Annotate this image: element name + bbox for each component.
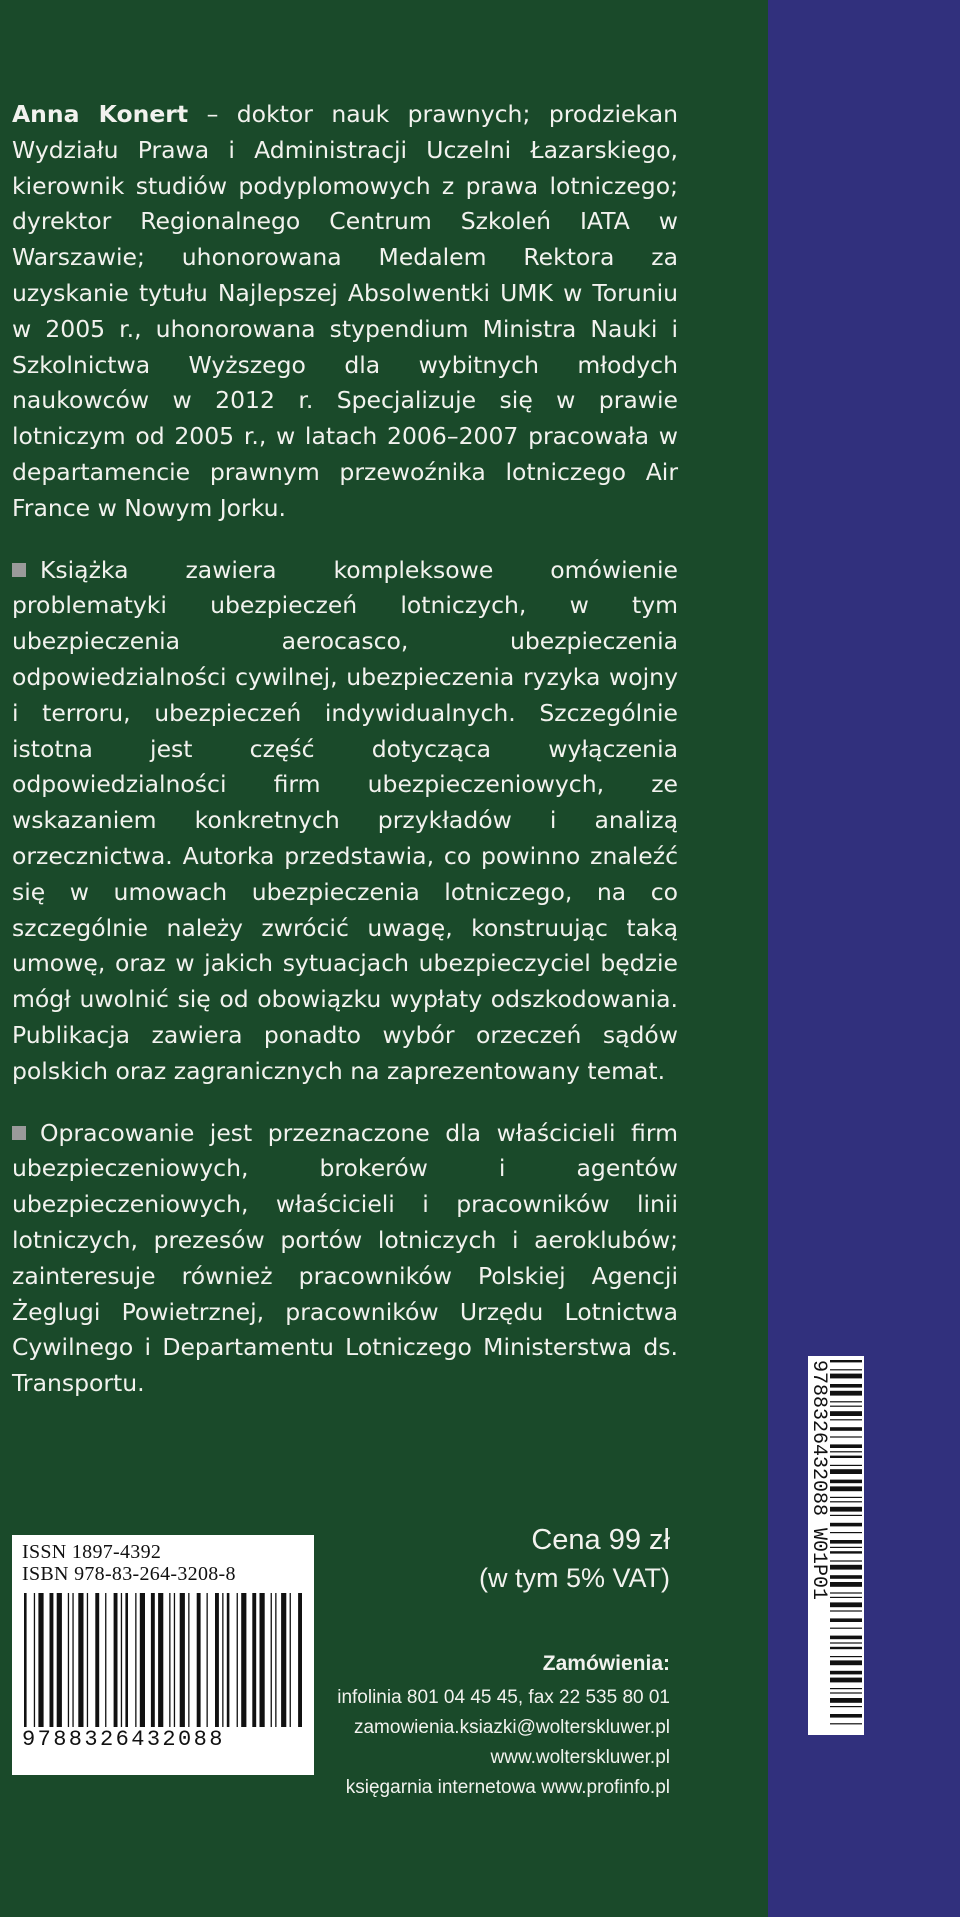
vertical-barcode <box>808 1356 864 1735</box>
vertical-barcode-bar <box>830 1656 862 1657</box>
vertical-barcode-bar <box>830 1618 862 1622</box>
barcode-bar <box>290 1593 291 1727</box>
barcode-bar <box>215 1593 219 1727</box>
barcode-bar <box>121 1593 122 1727</box>
vertical-barcode-bar <box>830 1610 862 1611</box>
barcode-bar <box>140 1593 145 1727</box>
square-bullet-icon <box>12 563 26 577</box>
barcode-bar <box>135 1593 136 1727</box>
square-bullet-icon <box>12 1126 26 1140</box>
vertical-barcode-bar <box>830 1560 862 1561</box>
vertical-barcode-bar <box>830 1688 862 1689</box>
barcode-bar <box>34 1593 35 1727</box>
barcode-bar <box>281 1593 286 1727</box>
barcode-bar <box>197 1593 201 1727</box>
barcode-bar <box>95 1593 99 1727</box>
barcode-bar <box>151 1593 155 1727</box>
orders-info <box>337 1645 670 1803</box>
vertical-barcode-bar <box>830 1692 862 1693</box>
vertical-barcode-bar <box>830 1551 862 1553</box>
vertical-barcode-bar <box>830 1384 862 1388</box>
barcode-bar <box>298 1593 302 1727</box>
vertical-barcode-bar <box>830 1602 862 1607</box>
vertical-barcode-bar <box>830 1465 862 1466</box>
description-paragraph-2: Opracowanie jest przeznaczone dla właścicieli firm ubezpieczeniowych, brokerów i agentów ubezpieczeniowych, właścicieli i pracowników linii lotniczych, prezesów portów lotniczych i aeroklubów; zainteresuje również pracowników Polskiej Agencji Żeglugi Powietrznej, pracowników Urzędu Lotnictwa Cywilnego i Departamentu Lotniczego Ministerstwa ds. Transportu. <box>12 1118 678 1398</box>
barcode-bar <box>260 1593 265 1727</box>
vertical-barcode-bar <box>830 1540 862 1544</box>
barcode-bar <box>57 1593 62 1727</box>
vertical-barcode-bar <box>830 1723 862 1724</box>
author-name: Anna Konert <box>12 100 189 128</box>
orders-heading: Zamówienia: <box>542 1652 670 1675</box>
online-bookstore: księgarnia internetowa www.profinfo.pl <box>345 1777 670 1798</box>
infoline: infolinia 801 04 45 45, fax 22 535 80 01 <box>337 1687 670 1708</box>
barcode-bar <box>50 1593 54 1727</box>
orders-email: zamowienia.ksiazki@wolterskluwer.pl <box>353 1717 670 1738</box>
barcode-bar <box>105 1593 106 1727</box>
vertical-barcode-bar <box>830 1575 862 1579</box>
barcode-bar <box>87 1593 88 1727</box>
vertical-barcode-bar <box>830 1427 862 1431</box>
author-bio <box>12 97 678 527</box>
vertical-barcode-bar <box>830 1678 862 1683</box>
barcode-bar <box>38 1593 43 1727</box>
barcode-bar <box>68 1593 69 1727</box>
barcode-bar <box>275 1593 276 1727</box>
vertical-barcode-bar <box>830 1671 862 1675</box>
vertical-barcode-box <box>808 1356 864 1735</box>
barcode-bar <box>222 1593 223 1727</box>
vertical-barcode-bar <box>830 1374 862 1379</box>
vertical-barcode-bar <box>830 1444 862 1448</box>
barcode-bar <box>72 1593 73 1727</box>
vertical-barcode-bar <box>830 1419 862 1420</box>
vertical-barcode-bar <box>830 1406 862 1407</box>
vertical-barcode-bar <box>830 1411 862 1416</box>
vertical-barcode-bar <box>830 1597 862 1598</box>
vertical-barcode-bar <box>830 1647 862 1649</box>
vertical-barcode-bar <box>830 1480 862 1484</box>
barcode-bar <box>125 1593 128 1727</box>
isbn-barcode <box>22 1593 304 1727</box>
barcode-bar <box>207 1593 208 1727</box>
vertical-barcode-bar <box>830 1714 862 1718</box>
vertical-barcode-bar <box>830 1401 862 1402</box>
vertical-barcode-bar <box>830 1592 862 1593</box>
barcode-bar <box>188 1593 189 1727</box>
back-cover-text <box>12 97 678 1428</box>
barcode-bar <box>114 1593 118 1727</box>
isbn-barcode-box <box>12 1535 314 1775</box>
barcode-digits: 9788326432088 <box>22 1727 225 1752</box>
vertical-barcode-bar <box>830 1507 862 1512</box>
barcode-bar <box>252 1593 256 1727</box>
isbn-number: ISBN 978-83-264-3208-8 <box>22 1563 236 1585</box>
vertical-barcode-bar <box>830 1523 862 1527</box>
barcode-bar <box>78 1593 83 1727</box>
barcode-bar <box>169 1593 170 1727</box>
vertical-barcode-bar <box>830 1451 862 1452</box>
barcode-bar <box>24 1593 27 1727</box>
barcode-bar <box>174 1593 175 1727</box>
vertical-barcode-bar <box>830 1501 862 1502</box>
vertical-barcode-bar <box>830 1628 862 1629</box>
author-bio-text: – doktor nauk prawnych; prodziekan Wydziału Prawa i Administracji Uczelni Łazarskiego, kierownik studiów podyplomowych z prawa lotniczego; dyrektor Regionalnego Centrum Szkoleń IATA w Warszawie; uhonorowana Medalem Rektora za uzyskanie tytułu Najlepszej Absolwentki UMK w Toruniu w 2005 r., uhonorowana stypendium Ministra Nauki i Szkolnictwa Wyższego dla wybitnych młodych naukowców w 2012 r. Specjalizuje się w prawie lotniczym od 2005 r., w latach 2006–2007 pracowała w departamencie prawnym przewoźnika lotniczego Air France w Nowym Jorku. <box>12 100 678 522</box>
vertical-barcode-bar <box>830 1436 862 1437</box>
vertical-barcode-bar <box>830 1497 862 1498</box>
vertical-barcode-bar <box>830 1565 862 1570</box>
blue-spine-strip <box>768 0 960 1917</box>
price-block <box>479 1520 670 1596</box>
vertical-barcode-bar <box>830 1706 862 1707</box>
vertical-barcode-bar <box>830 1636 862 1640</box>
vertical-barcode-bar <box>830 1515 862 1516</box>
vertical-barcode-bar <box>830 1660 862 1665</box>
vertical-barcode-bar <box>830 1469 862 1474</box>
vertical-barcode-digits: 9788326432088 W01P01 <box>808 1360 830 1601</box>
vertical-barcode-bar <box>830 1486 862 1491</box>
vertical-barcode-bar <box>830 1582 862 1587</box>
issn-number: ISSN 1897-4392 <box>22 1541 162 1563</box>
barcode-bar <box>158 1593 163 1727</box>
vat-note: (w tym 5% VAT) <box>478 1563 670 1593</box>
vertical-barcode-bar <box>830 1369 862 1370</box>
price-label: Cena 99 zł <box>531 1524 670 1556</box>
vertical-barcode-bar <box>830 1698 862 1703</box>
vertical-barcode-bar <box>830 1456 862 1458</box>
barcode-bar <box>241 1593 246 1727</box>
vertical-barcode-bar <box>830 1642 862 1643</box>
vertical-barcode-bar <box>830 1360 862 1362</box>
barcode-bar <box>227 1593 230 1727</box>
barcode-bar <box>271 1593 272 1727</box>
vertical-barcode-bar <box>830 1547 862 1548</box>
vertical-barcode-bar <box>830 1532 862 1533</box>
barcode-bar <box>180 1593 185 1727</box>
publisher-website: www.wolterskluwer.pl <box>490 1747 670 1768</box>
vertical-barcode-bar <box>830 1391 862 1396</box>
description-paragraph-1: Książka zawiera kompleksowe omówienie problematyki ubezpieczeń lotniczych, w tym ubezpieczenia aerocasco, ubezpieczenia odpowiedzialności cywilnej, ubezpieczenia ryzyka wojny i terroru, ubezpieczeń indywidualnych. Szczególnie istotna jest część dotycząca wyłączenia odpowiedzialności firm ubezpieczeniowych, ze wskazaniem konkretnych przykładów i analizą orzecznictwa. Autorka przedstawia, co powinno znaleźć się w umowach ubezpieczenia lotniczego, na co szczególnie należy zwrócić uwagę, konstruując taką umowę, oraz w jakich sytuacjach ubezpieczyciel będzie mógł uwolnić się od obowiązku wypłaty odszkodowania. Publikacja zawiera ponadto wybór orzeczeń sądów polskich oraz zagranicznych na zaprezentowany temat. <box>12 555 678 1085</box>
barcode-bar <box>237 1593 238 1727</box>
